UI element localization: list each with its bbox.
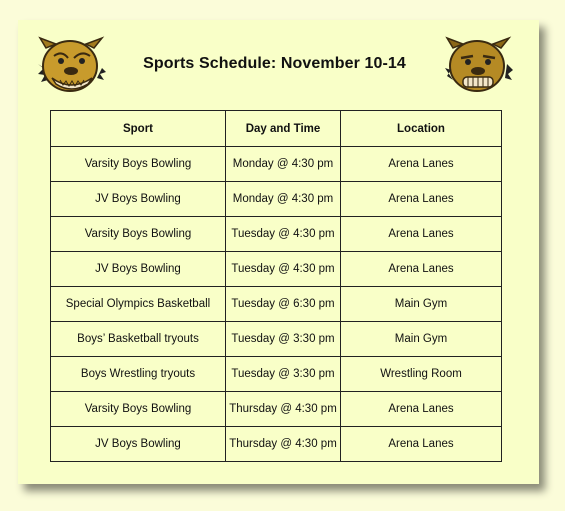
bulldog-mascot-icon [443, 34, 513, 96]
table-header-row [51, 111, 502, 147]
cell-sport: JV Boys Bowling [51, 427, 226, 462]
cell-day-time: Tuesday @ 3:30 pm [226, 322, 341, 357]
cell-sport: Varsity Boys Bowling [51, 217, 226, 252]
cell-location: Arena Lanes [341, 392, 502, 427]
cell-sport: JV Boys Bowling [51, 252, 226, 287]
table-row [51, 252, 502, 287]
cell-location: Arena Lanes [341, 182, 502, 217]
cell-day-time: Thursday @ 4:30 pm [226, 392, 341, 427]
cell-location: Arena Lanes [341, 252, 502, 287]
table-row [51, 427, 502, 462]
cell-location: Arena Lanes [341, 217, 502, 252]
page-title: Sports Schedule: November 10-14 [143, 55, 406, 72]
table-row [51, 322, 502, 357]
table-row [51, 147, 502, 182]
cell-sport: Boys Wrestling tryouts [51, 357, 226, 392]
cell-day-time: Tuesday @ 4:30 pm [226, 252, 341, 287]
header-sport: Sport [51, 111, 226, 147]
cell-location: Wrestling Room [341, 357, 502, 392]
cell-sport: Varsity Boys Bowling [51, 392, 226, 427]
cell-day-time: Monday @ 4:30 pm [226, 147, 341, 182]
table-row [51, 357, 502, 392]
cell-sport: JV Boys Bowling [51, 182, 226, 217]
cell-day-time: Thursday @ 4:30 pm [226, 427, 341, 462]
cell-location: Arena Lanes [341, 147, 502, 182]
cell-sport: Varsity Boys Bowling [51, 147, 226, 182]
cell-day-time: Tuesday @ 4:30 pm [226, 217, 341, 252]
header-location: Location [341, 111, 502, 147]
table-row [51, 182, 502, 217]
cell-location: Main Gym [341, 287, 502, 322]
schedule-table [50, 110, 502, 462]
cell-location: Main Gym [341, 322, 502, 357]
table-row [51, 392, 502, 427]
table-row [51, 217, 502, 252]
table-row [51, 287, 502, 322]
cell-location: Arena Lanes [341, 427, 502, 462]
cell-day-time: Monday @ 4:30 pm [226, 182, 341, 217]
header-day-and-time: Day and Time [226, 111, 341, 147]
cell-sport: Boys’ Basketball tryouts [51, 322, 226, 357]
cell-day-time: Tuesday @ 6:30 pm [226, 287, 341, 322]
cell-day-time: Tuesday @ 3:30 pm [226, 357, 341, 392]
cell-sport: Special Olympics Basketball [51, 287, 226, 322]
